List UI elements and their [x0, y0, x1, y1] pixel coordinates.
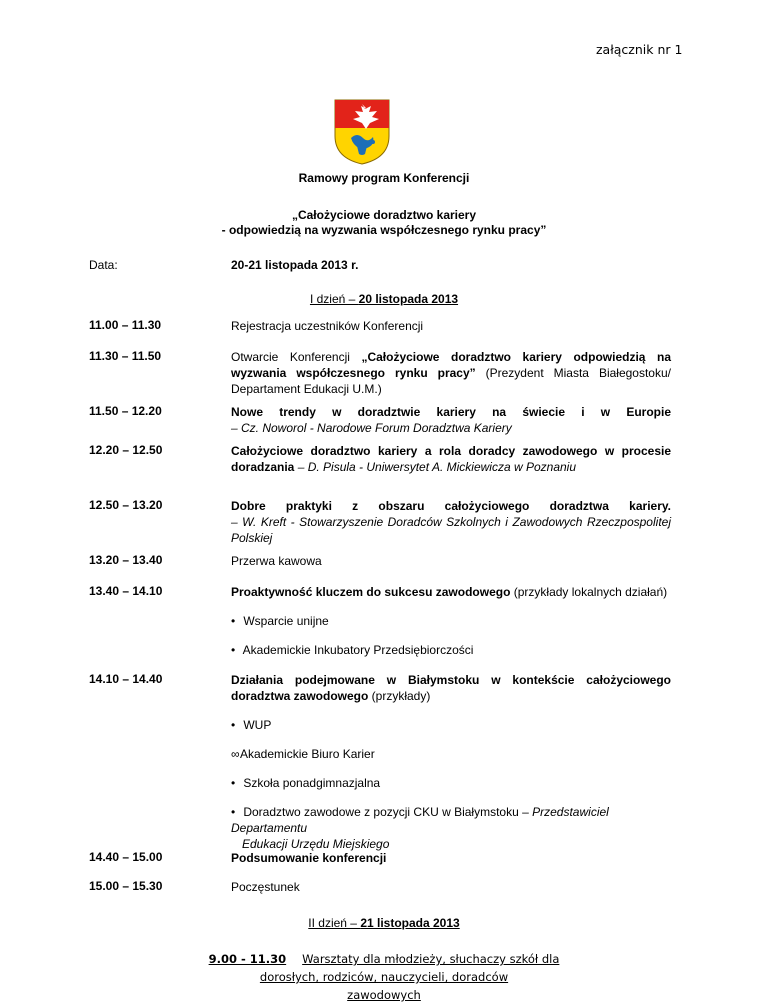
list-item: • Akademickie Inkubatory Przedsiębiorczości	[231, 643, 474, 657]
workshop-line1: Warsztaty dla młodzieży, słuchaczy szkół dla	[302, 952, 560, 966]
schedule-time: 12.50 – 13.20	[89, 498, 163, 512]
schedule-desc: Poczęstunek	[231, 880, 300, 894]
schedule-time: 15.00 – 15.30	[89, 879, 163, 893]
schedule-desc: Całożyciowe doradztwo kariery a rola doradcy zawodowego w procesie doradzania – D. Pisula - Uniwersytet A. Mickiewicza w Poznaniu	[231, 444, 671, 474]
schedule-time: 13.40 – 14.10	[89, 584, 163, 598]
coat-of-arms-icon	[333, 98, 391, 166]
document-title: Ramowy program Konferencji	[298, 171, 470, 185]
schedule-desc: Dobre praktyki z obszaru całożyciowego doradztwa kariery. – W. Kreft - Stowarzyszenie Doradców Szkolnych i Zawodowych Rzeczpospolitej Polskiej	[231, 499, 671, 545]
date-value: 20-21 listopada 2013 r.	[231, 258, 359, 272]
list-item: • Doradztwo zawodowe z pozycji CKU w Białymstoku – Przedstawiciel Departamentu Edukacji Urzędu Miejskiego	[231, 805, 609, 851]
list-item: ∞Akademickie Biuro Karier	[231, 747, 375, 761]
schedule-time: 14.40 – 15.00	[89, 850, 163, 864]
list-item: • Wsparcie unijne	[231, 614, 329, 628]
workshop-block	[0, 950, 768, 1004]
schedule-desc: Otwarcie Konferencji „Całożyciowe doradztwo kariery odpowiedzią na wyzwania współczesnego rynku pracy” (Prezydent Miasta Białegostoku/ Departament Edukacji U.M.)	[231, 350, 671, 396]
workshop-line3: zawodowych	[347, 988, 421, 1002]
schedule-desc: Rejestracja uczestników Konferencji	[231, 319, 424, 333]
schedule-desc: Przerwa kawowa	[231, 554, 322, 568]
conference-subtitle-line2: - odpowiedzią na wyzwania współczesnego rynku pracy”	[221, 223, 547, 237]
annex-label: załącznik nr 1	[596, 42, 683, 57]
schedule-time: 11.50 – 12.20	[89, 404, 162, 418]
workshop-line2: dorosłych, rodziców, nauczycieli, doradców	[259, 970, 509, 984]
day1-heading: I dzień – 20 listopada 2013	[309, 292, 459, 306]
schedule-desc: Nowe trendy w doradztwie kariery na świecie i w Europie – Cz. Noworol - Narodowe Forum Doradztwa Kariery	[231, 405, 671, 435]
schedule-time: 14.10 – 14.40	[89, 672, 163, 686]
schedule-time: 11.00 – 11.30	[89, 318, 162, 332]
workshop-time: 9.00 - 11.30	[208, 952, 287, 966]
schedule-desc: Podsumowanie konferencji	[231, 851, 387, 865]
list-item: • WUP	[231, 718, 272, 732]
date-label: Data:	[89, 258, 118, 272]
schedule-desc: Proaktywność kluczem do sukcesu zawodowego (przykłady lokalnych działań)	[231, 585, 668, 599]
schedule-time: 13.20 – 13.40	[89, 553, 163, 567]
schedule-time: 11.30 – 11.50	[89, 349, 162, 363]
conference-subtitle-line1: „Całożyciowe doradztwo kariery	[291, 208, 477, 222]
schedule-desc: Działania podejmowane w Białymstoku w kontekście całożyciowego doradztwa zawodowego (przykłady)	[231, 673, 671, 703]
schedule-time: 12.20 – 12.50	[89, 443, 163, 457]
list-item: • Szkoła ponadgimnazjalna	[231, 776, 381, 790]
day2-heading: II dzień – 21 listopada 2013	[308, 916, 460, 930]
